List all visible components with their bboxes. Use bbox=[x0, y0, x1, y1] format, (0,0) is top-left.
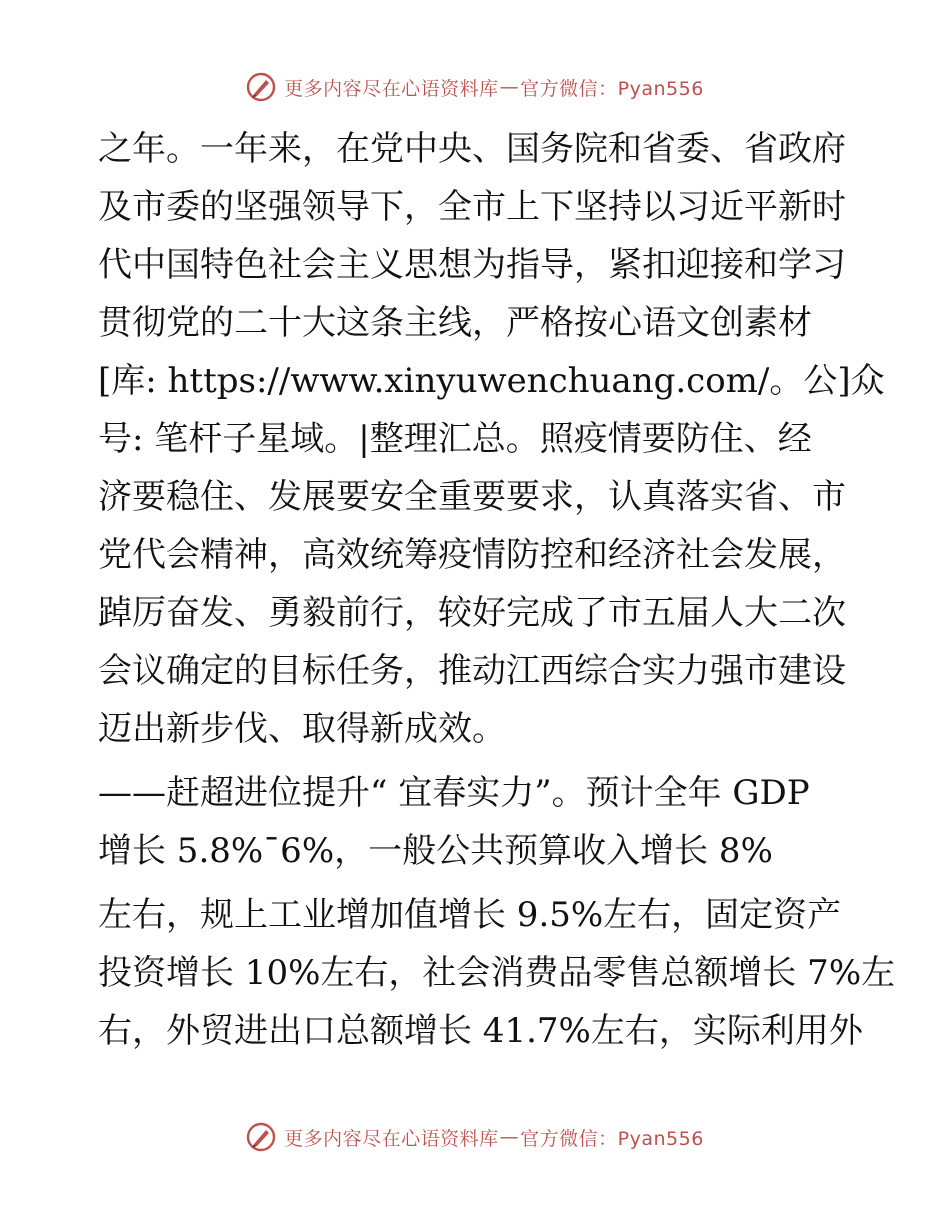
text-line: [库: https://www.xinyuwenchuang.com/。公]众 bbox=[98, 361, 885, 401]
footer-text: 更多内容尽在心语资料库 bbox=[284, 1127, 499, 1150]
paragraph-1 bbox=[98, 120, 885, 758]
pen-logo-icon bbox=[246, 72, 276, 102]
text-line: 代中国特色社会主义思想为指导，紧扣迎接和学习 bbox=[98, 245, 846, 285]
text-line: 迈出新步伐、取得新成效。 bbox=[98, 709, 506, 749]
text-line: 踔厉奋发、勇毅前行，较好完成了市五届人大二次 bbox=[98, 593, 846, 633]
paragraph-2 bbox=[98, 764, 878, 880]
text-line: 会议确定的目标任务，推动江西综合实力强市建设 bbox=[98, 651, 846, 691]
header-watermark bbox=[0, 72, 950, 102]
document-body bbox=[98, 120, 896, 1060]
text-line: 贯彻党的二十大这条主线，严格按心语文创素材 bbox=[98, 303, 812, 343]
text-line: 投资增长 10%左右，社会消费品零售总额增长 7%左 bbox=[98, 953, 896, 993]
text-line: 右，外贸进出口总额增长 41.7%左右，实际利用外 bbox=[98, 1011, 863, 1051]
text-line: 左右，规上工业增加值增长 9.5%左右，固定资产 bbox=[98, 895, 842, 935]
text-line: 号: 笔杆子星域。|整理汇总。照疫情要防住、经 bbox=[98, 419, 812, 459]
text-line: 党代会精神，高效统筹疫情防控和经济社会发展， bbox=[98, 535, 846, 575]
paragraph-3 bbox=[98, 886, 896, 1060]
header-dash: — bbox=[499, 76, 520, 98]
header-contact: 官方微信：Pyan556 bbox=[520, 77, 704, 100]
text-line: 之年。一年来，在党中央、国务院和省委、省政府 bbox=[98, 129, 846, 169]
footer-contact: 官方微信：Pyan556 bbox=[520, 1127, 704, 1150]
text-line: 增长 5.8%¯6%，一般公共预算收入增长 8% bbox=[98, 831, 773, 871]
footer-watermark bbox=[0, 1122, 950, 1152]
text-line: 及市委的坚强领导下，全市上下坚持以习近平新时 bbox=[98, 187, 846, 227]
footer-dash: — bbox=[499, 1126, 520, 1148]
pen-logo-icon bbox=[246, 1122, 276, 1152]
text-line: ——赶超进位提升“ 宜春实力”。预计全年 GDP bbox=[98, 773, 810, 813]
text-line: 济要稳住、发展要安全重要要求，认真落实省、市 bbox=[98, 477, 846, 517]
header-text: 更多内容尽在心语资料库 bbox=[284, 77, 499, 100]
